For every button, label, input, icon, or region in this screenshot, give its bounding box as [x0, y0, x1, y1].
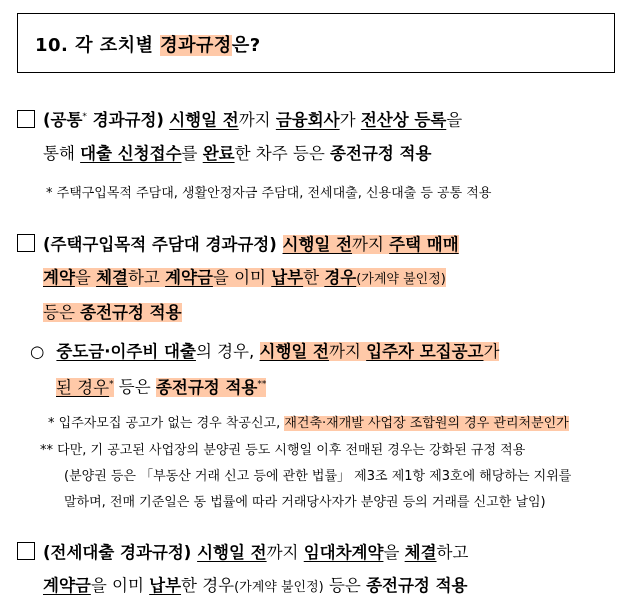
s2-t6: 체결: [96, 268, 128, 287]
s2-t13: (가계약 불인정): [356, 272, 446, 287]
s3-note1a: * 입주자모집 공고가 없는 경우 착공신고,: [48, 416, 285, 431]
s2-t12: 경우: [324, 268, 357, 287]
s2-t2: 까지: [352, 235, 390, 254]
checkbox-square-icon: [17, 110, 35, 128]
title-suffix: 은?: [231, 35, 261, 56]
s4-t6: 하고: [436, 543, 469, 562]
s2-t14: 등은: [43, 303, 81, 322]
section-jeonse: [17, 536, 621, 604]
s3-note2c: 말하며, 전매 기준일은 동 법률에 따라 거래당사자가 분양권 등의 거래를 신고한 날임): [64, 495, 546, 510]
s1-head2: 경과규정): [86, 110, 164, 130]
s3-note1b: 재건축·재개발 사업장 조합원의 경우 관리처분인가: [284, 416, 569, 431]
section-interim-loan: [30, 335, 620, 404]
s1-head: (공통: [43, 110, 83, 130]
s2-t1: 시행일 전: [282, 235, 353, 254]
s3-t2: 의 경우,: [195, 342, 260, 361]
s2-t5: 을: [74, 268, 97, 287]
title-highlight: 경과규정: [160, 35, 232, 56]
title-prefix: 10. 각 조치별: [35, 35, 161, 56]
s4-t5: 체결: [404, 543, 437, 562]
s2-t11: 한: [303, 268, 325, 287]
s2-t15: 종전규정 적용: [80, 303, 182, 322]
checkbox-square-icon: [17, 542, 35, 560]
s3-t3: 시행일 전: [259, 342, 330, 361]
s4-t9: 납부: [149, 576, 182, 595]
s2-t10: 납부: [271, 268, 304, 287]
section-common: [17, 101, 621, 170]
section-purchase: [17, 228, 621, 329]
s4-head: (전세대출 경과규정): [43, 543, 198, 562]
checkbox-square-icon: [17, 234, 35, 252]
s3-note2b: (분양권 등은 「부동산 거래 신고 등에 관한 법률」 제3조 제1항 제3호에 해당하는 지위를: [64, 469, 572, 484]
s4-t12: 등은: [323, 576, 367, 595]
s3-note2: [40, 438, 571, 516]
title-box: [17, 13, 615, 73]
s2-t9: 을 이미: [212, 268, 272, 287]
circle-bullet-icon: ○: [30, 342, 45, 361]
s1-t10: 완료: [202, 143, 235, 163]
s3-note2a: ** 다만, 기 공고된 사업장의 분양권 등도 시행일 이후 전매된 경우는 강화된 규정 적용: [40, 443, 526, 458]
s1-t1: 시행일 전: [169, 110, 239, 130]
s1-t8: 대출 신청접수: [80, 143, 182, 163]
s2-t4: 계약: [43, 268, 75, 287]
s4-t13: 종전규정 적용: [366, 576, 468, 595]
s1-note: * 주택구입목적 주담대, 생활안정자금 주담대, 전세대출, 신용대출 등 공통 적용: [46, 186, 492, 201]
s1-t2: 까지: [238, 110, 276, 130]
s4-t2: 까지: [266, 543, 304, 562]
page-title: [35, 31, 261, 57]
s3-t6: 가: [483, 342, 500, 361]
s4-t7: 계약금: [43, 576, 91, 595]
s3-star2: **: [257, 379, 267, 389]
s1-t7: 통해: [43, 143, 81, 163]
s1-t4: 가: [339, 110, 361, 130]
s4-t1: 시행일 전: [197, 543, 267, 562]
s3-t5: 입주자 모집공고: [366, 342, 484, 361]
s2-head: (주택구입목적 주담대 경과규정): [43, 235, 283, 254]
s1-t6: 을: [446, 110, 463, 130]
s3-t1: 중도금·이주비 대출: [56, 342, 196, 361]
s2-t3: 주택 매매: [389, 235, 459, 254]
s1-t11: 한 차주 등은: [234, 143, 331, 163]
s1-star: *: [82, 112, 87, 122]
s4-t4: 을: [383, 543, 405, 562]
s3-t7: 된 경우: [56, 377, 110, 397]
s3-note1: [48, 410, 569, 437]
s3-star: *: [109, 379, 114, 389]
s4-t8: 을 이미: [90, 576, 150, 595]
s3-t4: 까지: [329, 342, 367, 361]
s2-t8: 계약금: [165, 268, 213, 287]
s3-t8: 등은: [113, 377, 156, 397]
s1-t5: 전산상 등록: [360, 110, 447, 130]
s1-t9: 를: [181, 143, 203, 163]
s4-t11: (가계약 불인정): [234, 580, 324, 595]
s1-t3: 금융회사: [275, 110, 340, 130]
s3-t9: 종전규정 적용: [155, 377, 258, 397]
s4-t3: 임대차계약: [303, 543, 384, 562]
s1-t12: 종전규정 적용: [330, 143, 432, 163]
s2-t7: 하고: [127, 268, 166, 287]
s4-t10: 한 경우: [181, 576, 235, 595]
